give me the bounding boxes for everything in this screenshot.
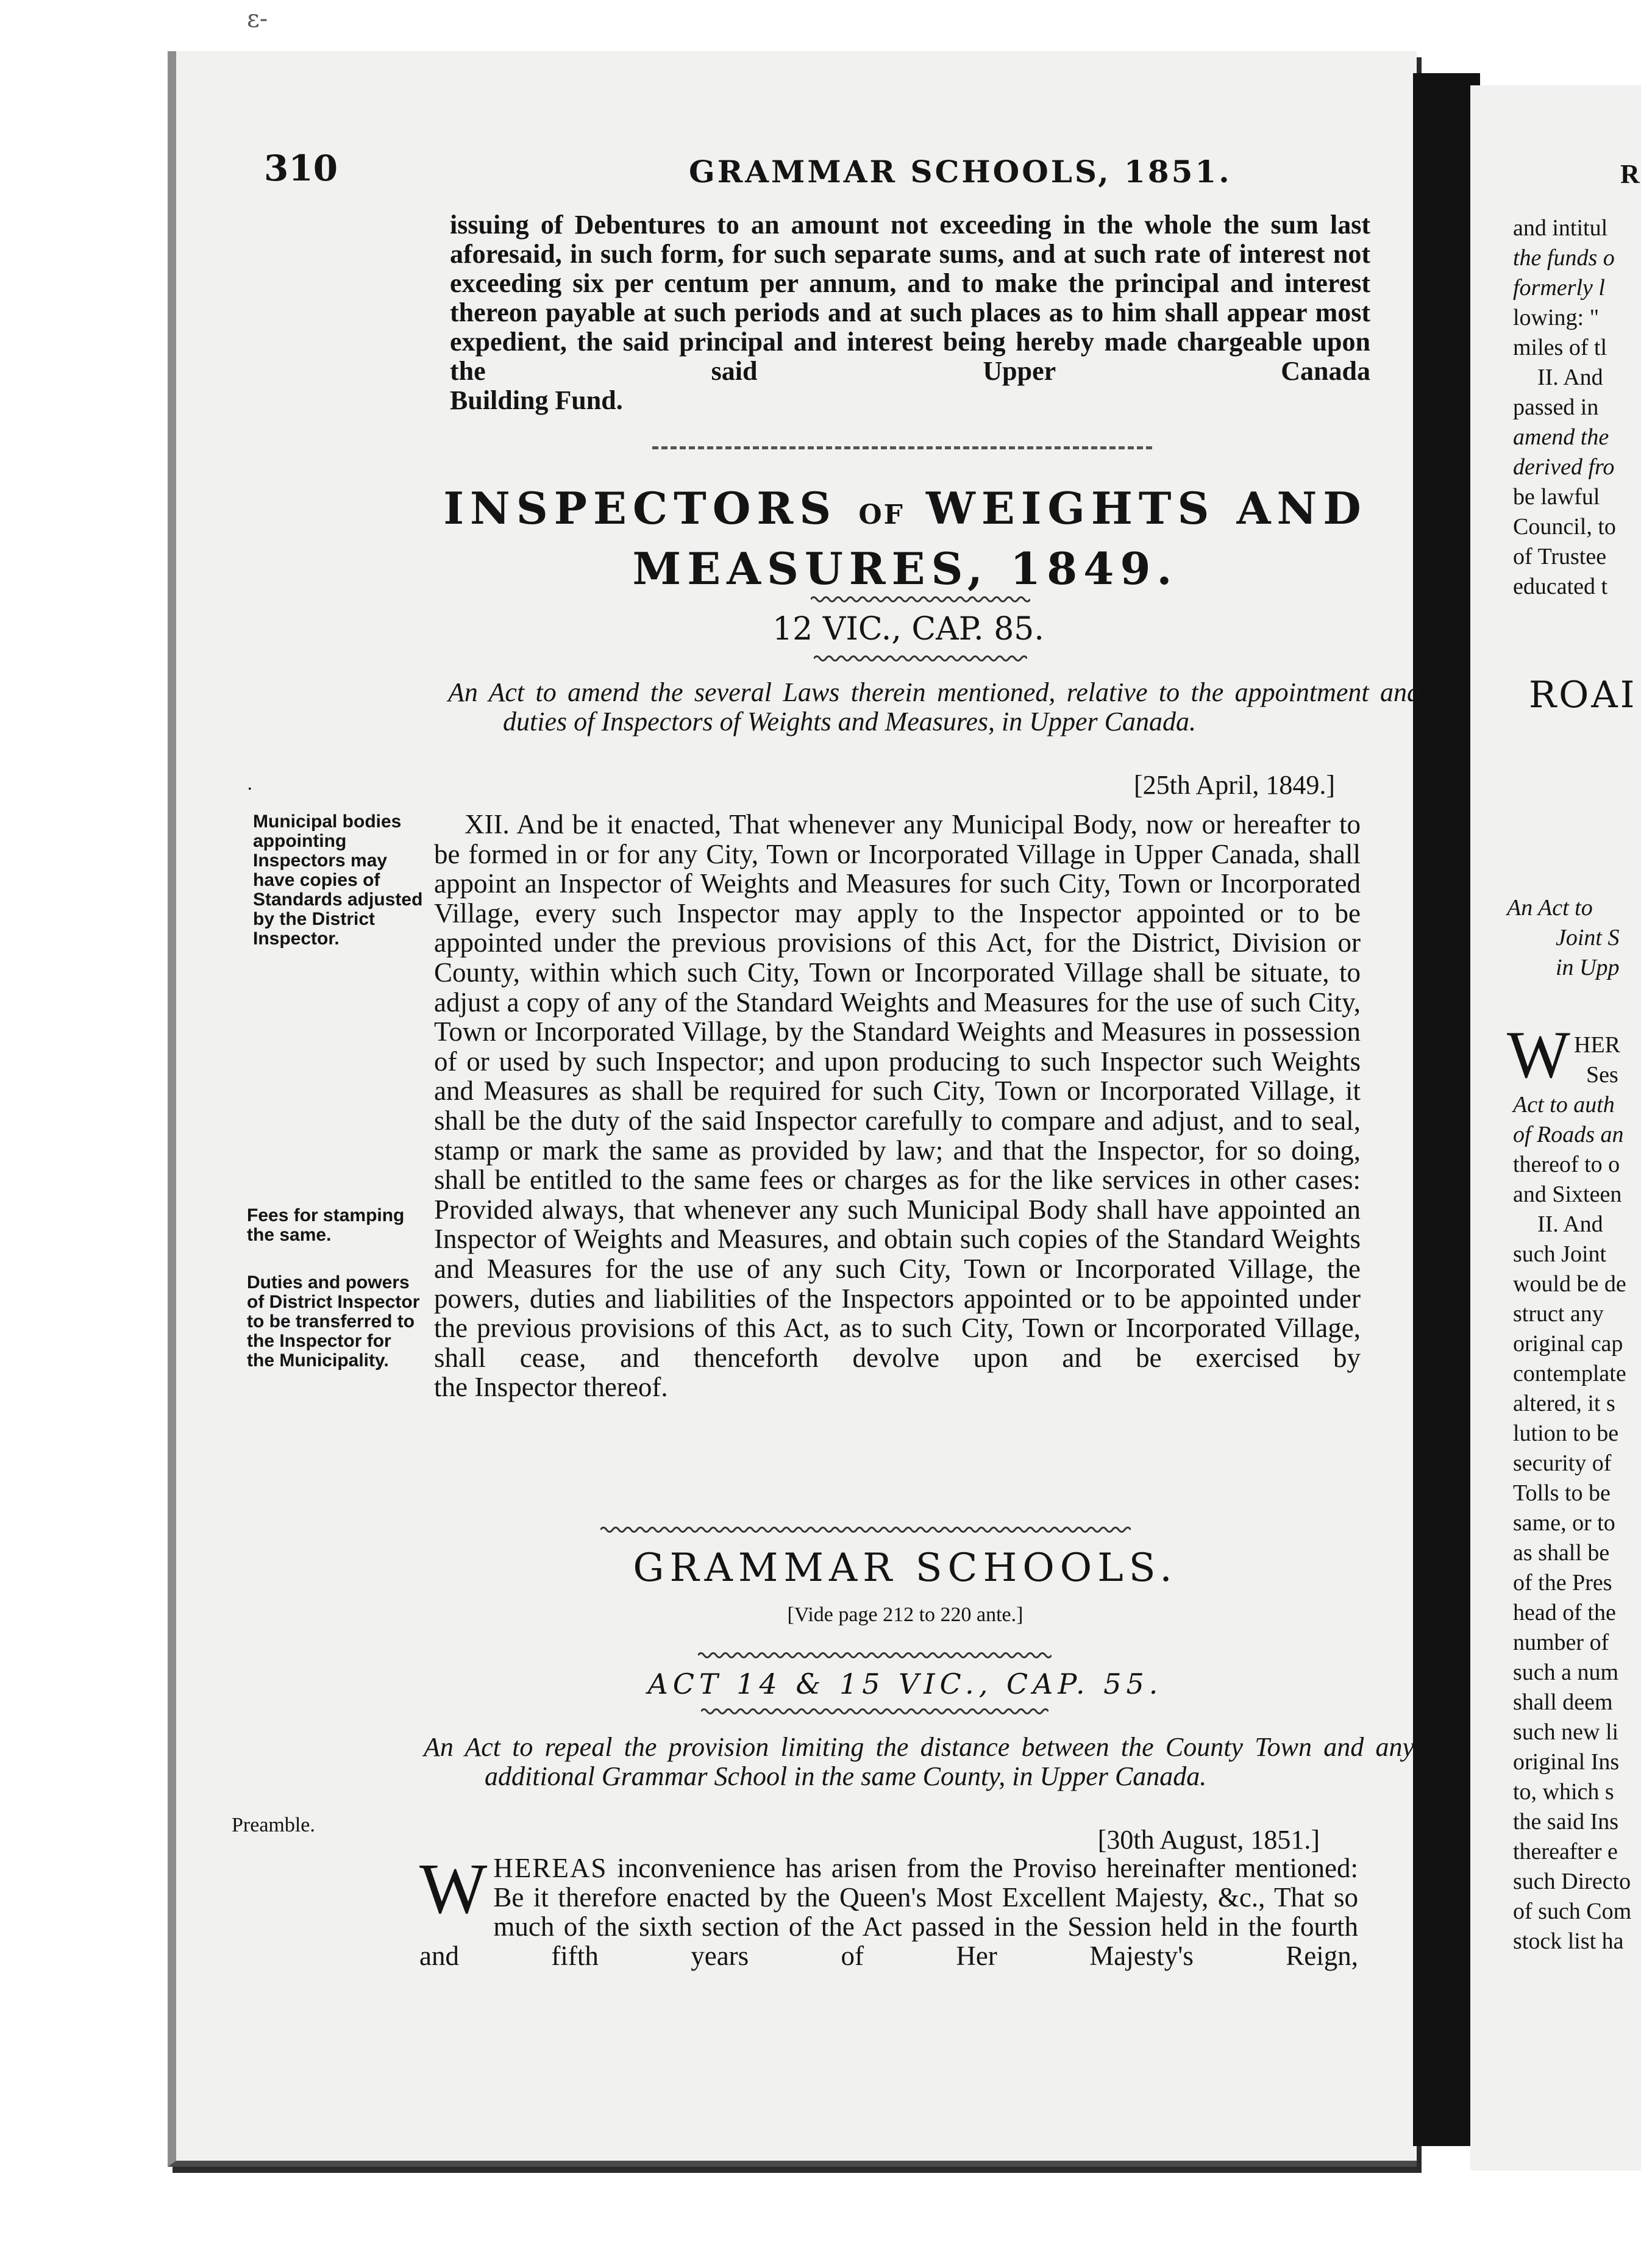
rp-line: original cap [1513, 1331, 1623, 1357]
rp-line: altered, it s [1513, 1391, 1615, 1416]
page-number: 310 [264, 148, 338, 189]
wavy-rule-3a [698, 1651, 1052, 1660]
right-top-block [1513, 213, 1616, 602]
rp-line: contemplate [1513, 1361, 1626, 1386]
rp-line: head of the [1513, 1600, 1616, 1625]
stray-dot: . [247, 773, 253, 794]
wavy-rule-3b [701, 1707, 1048, 1716]
margin-note-fees: Fees for stamping the same. [247, 1205, 405, 1245]
rp-line: stock list ha [1513, 1928, 1624, 1954]
right-running-head: R [1620, 159, 1640, 189]
corner-mark: ε- [247, 5, 268, 33]
rp-line: struct any [1513, 1301, 1604, 1327]
section-title-line-2: MEASURES, 1849. [632, 543, 1178, 594]
rp-line: II. And [1537, 365, 1603, 390]
rp-line: to, which s [1513, 1779, 1614, 1805]
act-date-2: [30th August, 1851.] [1097, 1825, 1320, 1855]
rp-line: passed in [1513, 394, 1599, 420]
right-drop-cap: W [1507, 1018, 1570, 1092]
right-page [1470, 85, 1641, 2170]
chapter-ref-1 [463, 611, 1353, 647]
section-title-weights-measures [442, 482, 1369, 596]
rp-line: original Ins [1513, 1749, 1620, 1775]
rp-line: of Roads an [1513, 1122, 1624, 1147]
rp-line: thereof to o [1513, 1152, 1620, 1177]
right-intro-block [1507, 893, 1620, 983]
section-xii-last-line: the Inspector thereof. [434, 1372, 668, 1403]
opening-paragraph [450, 210, 1370, 415]
rp-line: such Directo [1513, 1869, 1631, 1894]
rp-line: miles of tl [1513, 335, 1607, 360]
act-intro-2: An Act to repeal the provision limiting the distance between the County Town and any additional Grammar School in the same County, in Upper Canada. [424, 1732, 1414, 1791]
running-head: GRAMMAR SCHOOLS, 1851. [689, 154, 1232, 190]
rp-line: as shall be [1513, 1540, 1610, 1566]
rp-line: Council, to [1513, 514, 1616, 540]
section-separator-1 [652, 446, 1152, 449]
wavy-rule-1a [811, 595, 1030, 604]
rp-line: the said Ins [1513, 1809, 1619, 1835]
rp-line: of Trustee [1513, 544, 1607, 569]
rp-line: Joint S [1556, 925, 1620, 950]
rp-line: thereafter e [1513, 1839, 1618, 1864]
rp-line: and Sixteen [1513, 1182, 1622, 1207]
rp-line: formerly l [1513, 275, 1605, 301]
title-word-of: OF [858, 499, 905, 530]
rp-line: such a num [1513, 1660, 1619, 1685]
opening-paragraph-last-line: Building Fund. [450, 385, 623, 415]
preamble-body: inconvenience has arisen from the Proviso hereinafter mentioned: Be it therefore enacted by the Queen's Most Excellent Majesty, &c., That so much of the sixth section of the Act passed in the Session held in the fourth and fifth years of Her Majesty's Reign, [419, 1853, 1359, 1971]
section-title-line-1 [442, 482, 1369, 542]
rp-line: would be de [1513, 1271, 1626, 1297]
rp-line: lowing: " [1513, 305, 1600, 330]
rp-line: Tolls to be [1513, 1480, 1611, 1506]
drop-cap-w: W [419, 1849, 488, 1928]
rp-line: educated t [1513, 574, 1608, 599]
rp-line: amend the [1513, 424, 1609, 450]
rp-line: the funds o [1513, 245, 1615, 271]
rp-line: security of [1513, 1450, 1612, 1476]
margin-note-preamble: Preamble. [232, 1814, 315, 1836]
rp-line: Act to auth [1513, 1092, 1615, 1118]
rp-line: An Act to [1507, 895, 1593, 921]
wavy-rule-1b [814, 654, 1027, 663]
rp-line: shall deem [1513, 1689, 1613, 1715]
section-xii-body: XII. And be it enacted, That whenever any Municipal Body, now or hereafter to be formed in or for any City, Town or Incorporated Village in Upper Canada, shall appoint an Inspector of Weights and Measures for such City, Town or Incorporated Village, every such Inspector may apply to the Inspector appointed or to be appointed under the previous provisions of this Act, for the District, Division or County, within which such City, Town or Incorporated Village shall be situate, to adjust a copy of any of the Standard Weights and Measures for the use of such City, Town or Incorporated Village, by the Standard Weights and Measures in possession of or used by such Inspector; and upon producing to such Inspector such Weights and Measures as shall be required for such City, Town or Incorporated Village, it shall be the duty of the said Inspector carefully to compare and adjust, and to seal, stamp or mark the same as provided by law; and that the Inspector, for so doing, shall be entitled to the same fees or charges as for the like services in other cases: Provided always, that whenever any such Municipal Body shall have appointed an Inspector of Weights and Measures, and obtain such copies of the Standard Weights and Measures for the use of any such City, Town or Incorporated Village, the powers, duties and liabilities of the Inspectors appointed or to be appointed under the previous provisions of this Act, as to such City, Town or Incorporated Village, shall cease, and thenceforth devolve upon and be exercised by [434, 809, 1361, 1373]
section-title-grammar-schools: GRAMMAR SCHOOLS. [633, 1546, 1178, 1591]
rp-line: II. And [1537, 1211, 1603, 1237]
vide-reference: [Vide page 212 to 220 ante.] [787, 1603, 1023, 1626]
act-intro-1: An Act to amend the several Laws therein mentioned, relative to the appointment and duties of Inspectors of Weights and Measures, in Upper Canada. [448, 677, 1420, 736]
rp-line: Ses [1586, 1062, 1618, 1088]
rp-line: and intitul [1513, 215, 1608, 241]
rp-line: of the Pres [1513, 1570, 1612, 1596]
section-xii-text [434, 810, 1361, 1402]
title-word-inspectors: INSPECTORS [443, 482, 838, 534]
rp-line: derived fro [1513, 454, 1615, 480]
rp-line: such new li [1513, 1719, 1619, 1745]
preamble-text [419, 1849, 1359, 1971]
rp-line: such Joint [1513, 1241, 1607, 1267]
title-word-weights-and: WEIGHTS AND [926, 482, 1367, 534]
rp-line: of such Com [1513, 1899, 1632, 1924]
margin-note-municipal-bodies: Municipal bodies appointing Inspectors may have copies of Standards adjusted by the District Inspector. [253, 811, 423, 949]
wavy-rule-2 [600, 1525, 1131, 1534]
chapter-ref-2: ACT 14 & 15 VIC., CAP. 55. [647, 1667, 1163, 1700]
margin-note-duties: Duties and powers of District Inspector to be transferred to the Inspector for the Municipality. [247, 1272, 420, 1371]
right-section-title: ROAI [1529, 674, 1637, 716]
rp-line: number of [1513, 1630, 1609, 1655]
preamble-first-word: HEREAS [493, 1853, 608, 1883]
rp-line: in Upp [1556, 955, 1620, 980]
rp-line: same, or to [1513, 1510, 1615, 1536]
opening-paragraph-body: issuing of Debentures to an amount not exceeding in the whole the sum last aforesaid, in such form, for such separate sums, and at such rate of interest not exceeding six per centum per annum, and to make the principal and interest thereon payable at such periods and at such places as to him shall appear most expedient, the said principal and interest being hereby made chargeable upon the said Upper Canada [450, 210, 1370, 386]
rp-line: HER [1574, 1032, 1620, 1058]
rp-line: be lawful [1513, 484, 1600, 510]
rp-line: lution to be [1513, 1421, 1619, 1446]
chapter-ref-1-text: 12 VIC., CAP. 85. [772, 611, 1044, 647]
right-bottom-block [1513, 1030, 1631, 1956]
act-date-1: [25th April, 1849.] [1134, 770, 1335, 800]
